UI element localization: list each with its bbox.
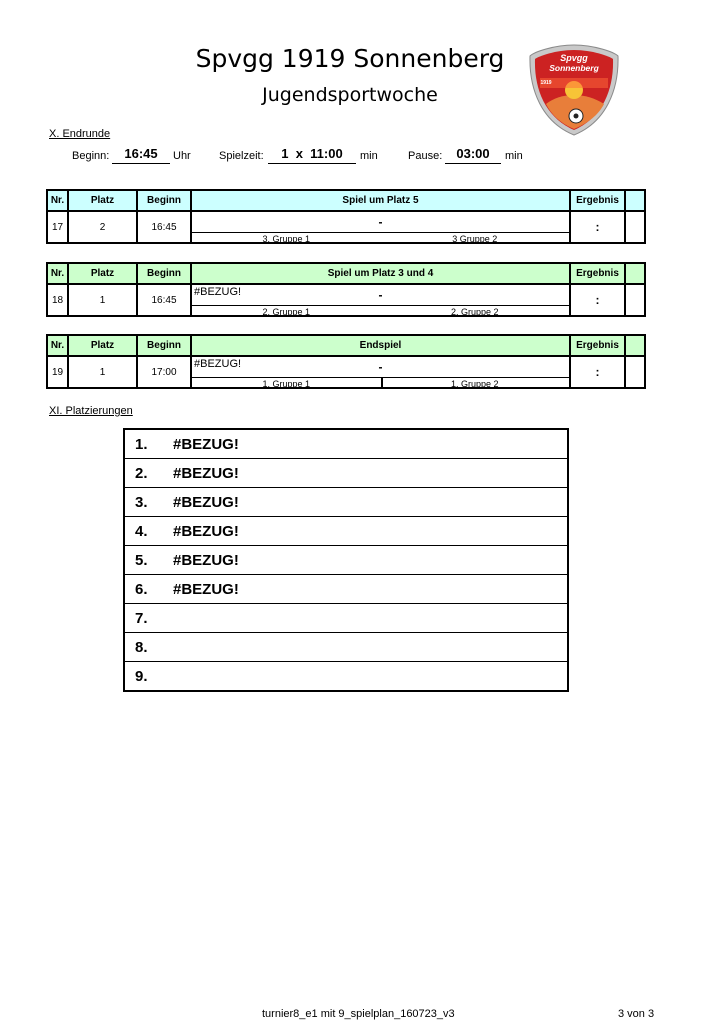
col-blank [625, 335, 645, 356]
team-home: #BEZUG! [194, 358, 242, 370]
rank-pos: 4. [124, 517, 173, 546]
game-beginn: 16:45 [137, 284, 191, 316]
section-final-label: X. Endrunde [49, 128, 111, 140]
match-dash: - [378, 288, 383, 302]
col-nr: Nr. [47, 190, 68, 211]
rankings-table [123, 428, 569, 692]
col-ergebnis: Ergebnis [570, 190, 625, 211]
game-match [191, 211, 570, 243]
game-blank [625, 356, 645, 388]
logo-text-top: Spvgg [560, 53, 588, 63]
col-blank [625, 190, 645, 211]
game-nr: 18 [47, 284, 68, 316]
rank-team: #BEZUG! [173, 517, 568, 546]
rank-team: #BEZUG! [173, 575, 568, 604]
pause-label: Pause: [408, 150, 443, 162]
game-table-17 [46, 189, 646, 244]
game-match [191, 356, 570, 388]
ranking-row [124, 633, 568, 662]
ranking-row [124, 488, 568, 517]
rank-team [173, 604, 568, 633]
ranking-row [124, 429, 568, 459]
rank-pos: 8. [124, 633, 173, 662]
game-beginn: 17:00 [137, 356, 191, 388]
ranking-row [124, 604, 568, 633]
spielzeit-value: 1 x 11:00 [268, 146, 356, 164]
group-2: 2. Gruppe 2 [450, 307, 499, 317]
spielzeit-unit: min [360, 150, 378, 162]
rank-pos: 5. [124, 546, 173, 575]
rank-team [173, 633, 568, 662]
rank-team [173, 662, 568, 692]
ranking-row [124, 546, 568, 575]
ranking-row [124, 459, 568, 488]
beginn-label: Beginn: [72, 150, 110, 162]
col-nr: Nr. [47, 335, 68, 356]
group-1: 2. Gruppe 1 [262, 307, 311, 317]
beginn-unit: Uhr [173, 150, 191, 162]
col-nr: Nr. [47, 263, 68, 284]
rank-team: #BEZUG! [173, 488, 568, 517]
rank-pos: 9. [124, 662, 173, 692]
game-platz: 1 [68, 356, 137, 388]
pause-value: 03:00 [445, 146, 501, 164]
rank-team: #BEZUG! [173, 546, 568, 575]
footer-page: 3 von 3 [618, 1008, 655, 1020]
game-result: : [570, 284, 625, 316]
group-2: 1. Gruppe 2 [450, 379, 499, 389]
ranking-row [124, 662, 568, 692]
game-blank [625, 284, 645, 316]
team-home: #BEZUG! [194, 286, 242, 298]
ranking-row [124, 517, 568, 546]
rank-pos: 1. [124, 429, 173, 459]
col-ergebnis: Ergebnis [570, 335, 625, 356]
game-table-18 [46, 262, 646, 317]
rank-pos: 7. [124, 604, 173, 633]
game-beginn: 16:45 [137, 211, 191, 243]
col-beginn: Beginn [137, 335, 191, 356]
game-match [191, 284, 570, 316]
beginn-value: 16:45 [112, 146, 170, 164]
match-dash: - [378, 360, 383, 374]
col-ergebnis: Ergebnis [570, 263, 625, 284]
ranking-row [124, 575, 568, 604]
game-nr: 19 [47, 356, 68, 388]
rank-pos: 6. [124, 575, 173, 604]
game-platz: 2 [68, 211, 137, 243]
pause-unit: min [505, 150, 523, 162]
group-1: 1. Gruppe 1 [262, 379, 311, 389]
game-platz: 1 [68, 284, 137, 316]
col-platz: Platz [68, 190, 137, 211]
group-2: 3 Gruppe 2 [452, 234, 498, 244]
rank-team: #BEZUG! [173, 459, 568, 488]
game-result: : [570, 211, 625, 243]
game-title: Spiel um Platz 5 [191, 190, 570, 211]
rank-team: #BEZUG! [173, 429, 568, 459]
game-title: Spiel um Platz 3 und 4 [191, 263, 570, 284]
section-rank-label: XI. Platzierungen [49, 405, 133, 417]
page-subtitle: Jugendsportwoche [262, 84, 438, 106]
game-nr: 17 [47, 211, 68, 243]
col-platz: Platz [68, 263, 137, 284]
logo-text-bottom: Sonnenberg [549, 63, 599, 73]
col-blank [625, 263, 645, 284]
game-title: Endspiel [191, 335, 570, 356]
footer-filename: turnier8_e1 mit 9_spielplan_160723_v3 [262, 1008, 455, 1020]
rank-pos: 2. [124, 459, 173, 488]
rank-pos: 3. [124, 488, 173, 517]
game-result: : [570, 356, 625, 388]
col-beginn: Beginn [137, 190, 191, 211]
page-title: Spvgg 1919 Sonnenberg [195, 44, 505, 73]
logo-year: 1919 [540, 80, 552, 86]
club-logo [526, 42, 622, 138]
group-1: 3. Gruppe 1 [262, 234, 311, 244]
spielzeit-label: Spielzeit: [219, 150, 264, 162]
col-platz: Platz [68, 335, 137, 356]
match-dash: - [378, 215, 383, 229]
col-beginn: Beginn [137, 263, 191, 284]
game-blank [625, 211, 645, 243]
game-table-19 [46, 334, 646, 389]
